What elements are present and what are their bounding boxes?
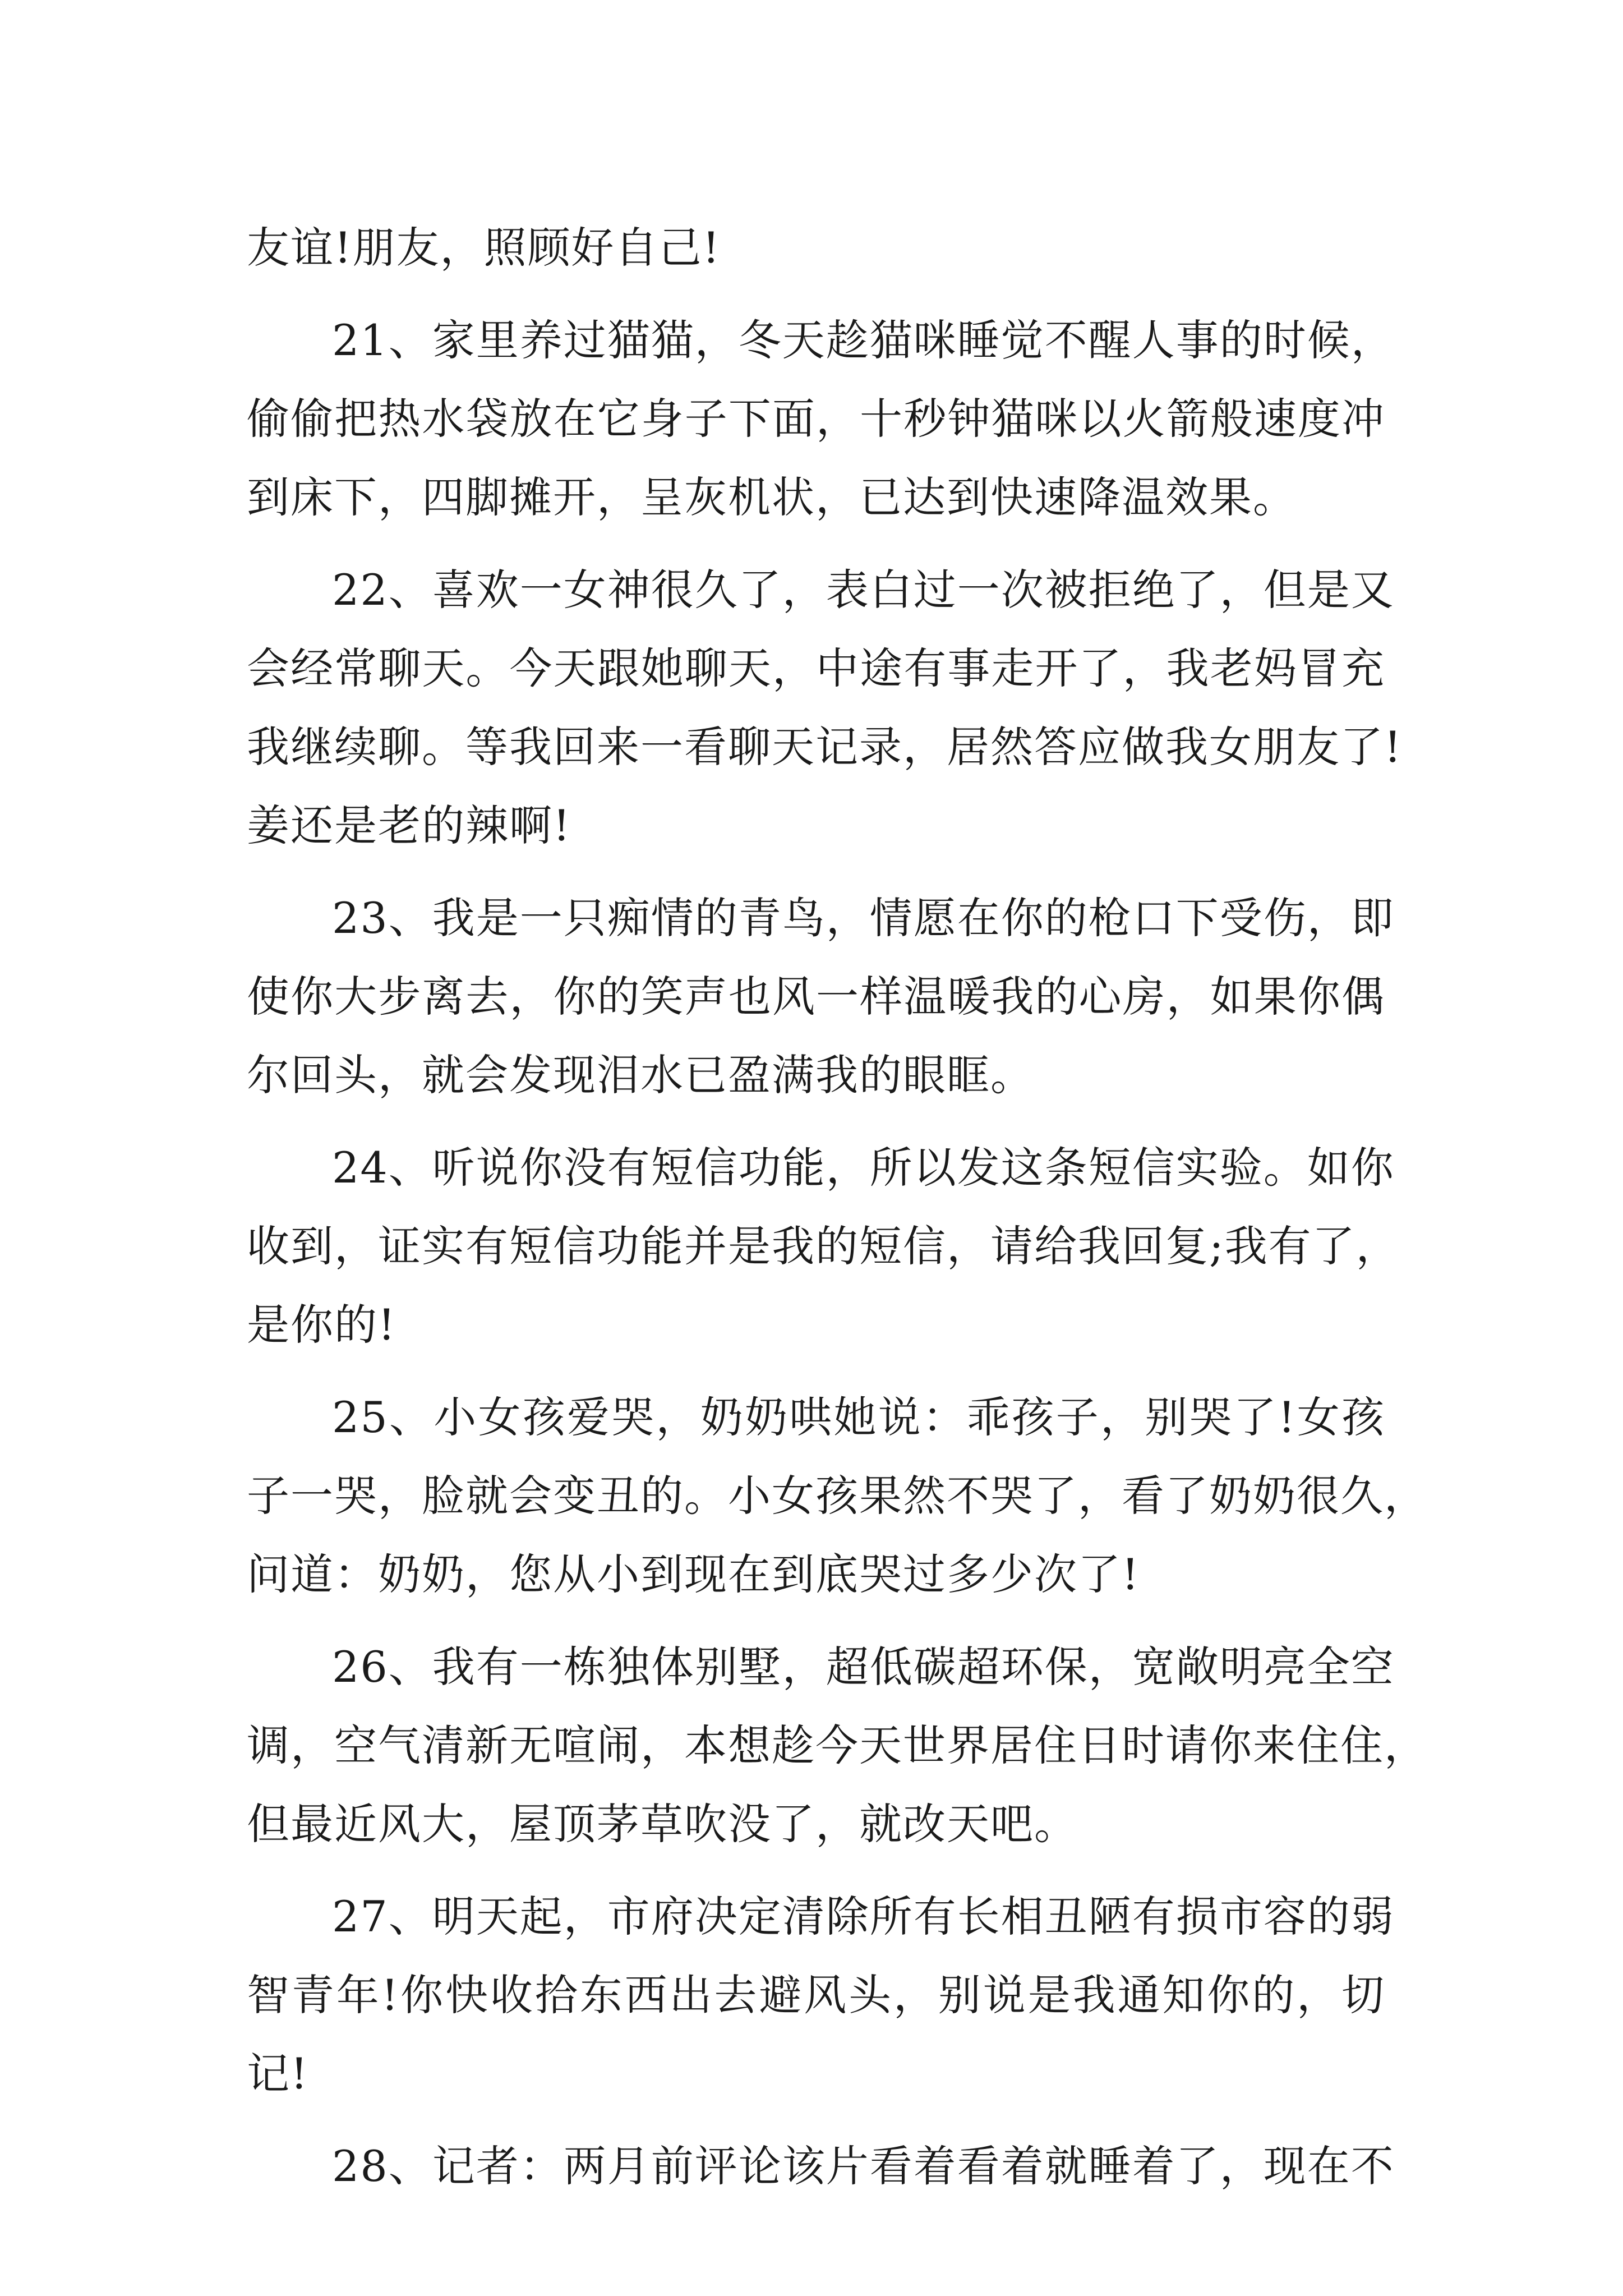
- text-line: 记!: [247, 2049, 309, 2099]
- text-line: 我继续聊。等我回来一看聊天记录，居然答应做我女朋友了!: [247, 722, 1403, 772]
- paragraph-first-line: 28、记者：两月前评论该片看着看着就睡着了，现在不: [332, 2141, 1395, 2191]
- paragraph-first-line: 22、喜欢一女神很久了，表白过一次被拒绝了，但是又: [332, 565, 1395, 615]
- paragraph-first-line: 23、我是一只痴情的青鸟，情愿在你的枪口下受伤，即: [332, 893, 1395, 943]
- text-line: 会经常聊天。今天跟她聊天，中途有事走开了，我老妈冒充: [247, 643, 1385, 693]
- paragraph-first-line: 27、明天起，市府决定清除所有长相丑陋有损市容的弱: [332, 1892, 1395, 1941]
- text-line: 偷偷把热水袋放在它身子下面，十秒钟猫咪以火箭般速度冲: [247, 394, 1385, 444]
- text-line: 子一哭，脸就会变丑的。小女孩果然不哭了，看了奶奶很久，: [247, 1471, 1428, 1521]
- paragraph-first-line: 24、听说你没有短信功能，所以发这条短信实验。如你: [332, 1143, 1395, 1193]
- paragraph-first-line: 26、我有一栋独体别墅，超低碳超环保，宽敞明亮全空: [332, 1642, 1395, 1692]
- document-body: [247, 209, 1428, 2206]
- text-line: 但最近风大，屋顶茅草吹没了，就改天吧。: [247, 1799, 1078, 1849]
- text-line: 是你的!: [247, 1300, 396, 1350]
- text-line: 收到，证实有短信功能并是我的短信，请给我回复;我有了，: [247, 1221, 1400, 1271]
- text-line: 使你大步离去，你的笑声也风一样温暖我的心房，如果你偶: [247, 972, 1385, 1022]
- text-line: 问道：奶奶，您从小到现在到底哭过多少次了!: [247, 1549, 1140, 1599]
- text-line: 到床下，四脚摊开，呈灰机状，已达到快速降温效果。: [247, 472, 1297, 522]
- text-line: 姜还是老的辣啊!: [247, 800, 571, 850]
- text-line: 友谊!朋友，照顾好自己!: [247, 223, 721, 273]
- paragraph-first-line: 21、家里养过猫猫，冬天趁猫咪睡觉不醒人事的时候，: [332, 315, 1395, 365]
- paragraph-first-line: 25、小女孩爱哭，奶奶哄她说：乖孩子，别哭了!女孩: [332, 1392, 1385, 1442]
- text-line: 尔回头，就会发现泪水已盈满我的眼眶。: [247, 1050, 1034, 1100]
- text-line: 调，空气清新无喧闹，本想趁今天世界居住日时请你来住住，: [247, 1720, 1428, 1770]
- text-line: 智青年!你快收拾东西出去避风头，别说是我通知你的，切: [247, 1970, 1385, 2020]
